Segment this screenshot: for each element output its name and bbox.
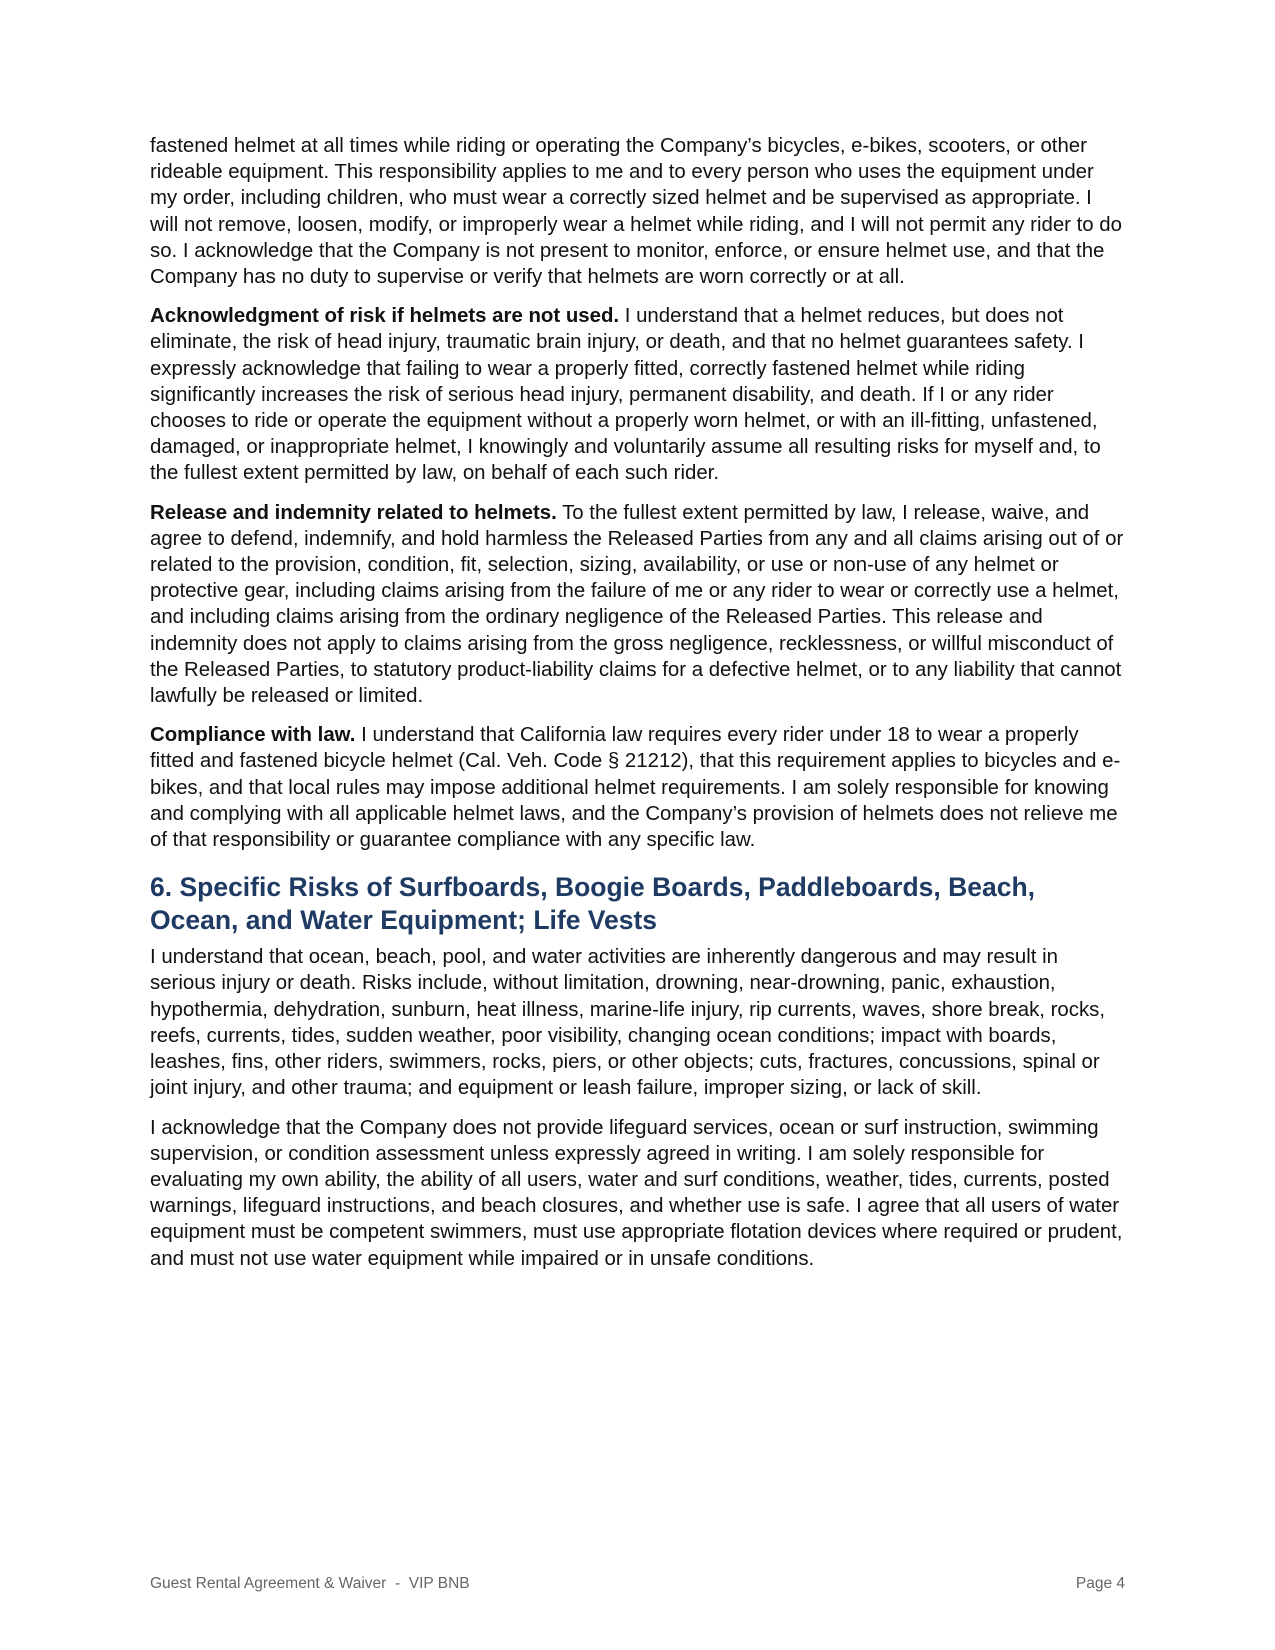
paragraph-body: I understand that a helmet reduces, but does not eliminate, the risk of head injury, traumatic brain injury, or death, and that no helmet guarantees safety. I expressly acknowledge that failing to wear a properly fitted, correctly fastened helmet while riding significantly increases the risk of serious head injury, permanent disability, and death. If I or any rider chooses to ride or operate the equipment without a properly worn helmet, or with an ill-fitting, unfastened, damaged, or inappropriate helmet, I knowingly and voluntarily assume all resulting risks for myself and, to the fullest extent permitted by law, on behalf of each such rider. — [150, 305, 1101, 485]
paragraph-body: I understand that California law requires every rider under 18 to wear a properly fitted and fastened bicycle helmet (Cal. Veh. Code § 21212), that this requirement applies to bicycles and e-bikes, and that local rules may impose additional helmet requirements. I am solely responsible for knowing and complying with all applicable helmet laws, and the Company’s provision of helmets does not relieve me of that responsibility or guarantee compliance with any specific law. — [150, 724, 1121, 852]
footer-page-number: Page 4 — [1075, 1575, 1125, 1592]
paragraph-lead: Acknowledgment of risk if helmets are not used. — [150, 305, 620, 328]
paragraph-body: To the fullest extent permitted by law, I release, waive, and agree to defend, indemnify, and hold harmless the Released Parties from any and all claims arising out of or related to the provision, condition, fit, selection, sizing, availability, or use or non-use of any helmet or protective gear, including claims arising from the failure of me or any rider to wear or correctly use a helmet, and including claims arising from the ordinary negligence of the Released Parties. This release and indemnity does not apply to claims arising from the gross negligence, recklessness, or willful misconduct of the Released Parties, to statutory product-liability claims for a defective helmet, or to any liability that cannot lawfully be released or limited. — [150, 501, 1124, 708]
footer-document-title: Guest Rental Agreement & Waiver - VIP BNB — [150, 1575, 470, 1592]
paragraph-release-and-indemnity — [150, 500, 1125, 710]
paragraph-compliance-with-law — [150, 722, 1125, 853]
paragraph-no-lifeguard-services: I acknowledge that the Company does not provide lifeguard services, ocean or surf instruction, swimming supervision, or condition assessment unless expressly agreed in writing. I am solely responsible for evaluating my own ability, the ability of all users, water and surf conditions, weather, tides, currents, posted warnings, lifeguard instructions, and beach closures, and whether use is safe. I agree that all users of water equipment must be competent swimmers, must use appropriate flotation devices where required or prudent, and must not use water equipment while impaired or in unsafe conditions. — [150, 1116, 1123, 1270]
paragraph-helmet-responsibility: fastened helmet at all times while riding or operating the Company’s bicycles, e-bikes, scooters, or other rideable equipment. This responsibility applies to me and to every person who uses the equipment under my order, including children, who must wear a correctly sized helmet and be supervised as appropriate. I will not remove, loosen, modify, or improperly wear a helmet while riding, and I will not permit any rider to do so. I acknowledge that the Company is not present to monitor, enforce, or ensure helmet use, and that the Company has no duty to supervise or verify that helmets are worn correctly or at all. — [150, 135, 1122, 289]
paragraph-lead: Compliance with law. — [150, 724, 356, 747]
section-6-heading: 6. Specific Risks of Surfboards, Boogie Boards, Paddleboards, Beach, Ocean, and Water Equipment; Life Vests — [150, 872, 1036, 936]
paragraph-lead: Release and indemnity related to helmets. — [150, 501, 557, 524]
document-body — [150, 133, 1125, 1285]
paragraph-acknowledgment-of-risk — [150, 303, 1125, 486]
paragraph-water-risks: I understand that ocean, beach, pool, and water activities are inherently dangerous and may result in serious injury or death. Risks include, without limitation, drowning, near-drowning, panic, exhaustion, hypothermia, dehydration, sunburn, heat illness, marine-life injury, rip currents, waves, shore break, rocks, reefs, currents, tides, sudden weather, poor visibility, changing ocean conditions; impact with boards, leashes, fins, other riders, swimmers, rocks, piers, or other objects; cuts, fractures, concussions, spinal or joint injury, and other trauma; and equipment or leash failure, improper sizing, or lack of skill. — [150, 946, 1106, 1100]
page-footer — [150, 1575, 1125, 1593]
